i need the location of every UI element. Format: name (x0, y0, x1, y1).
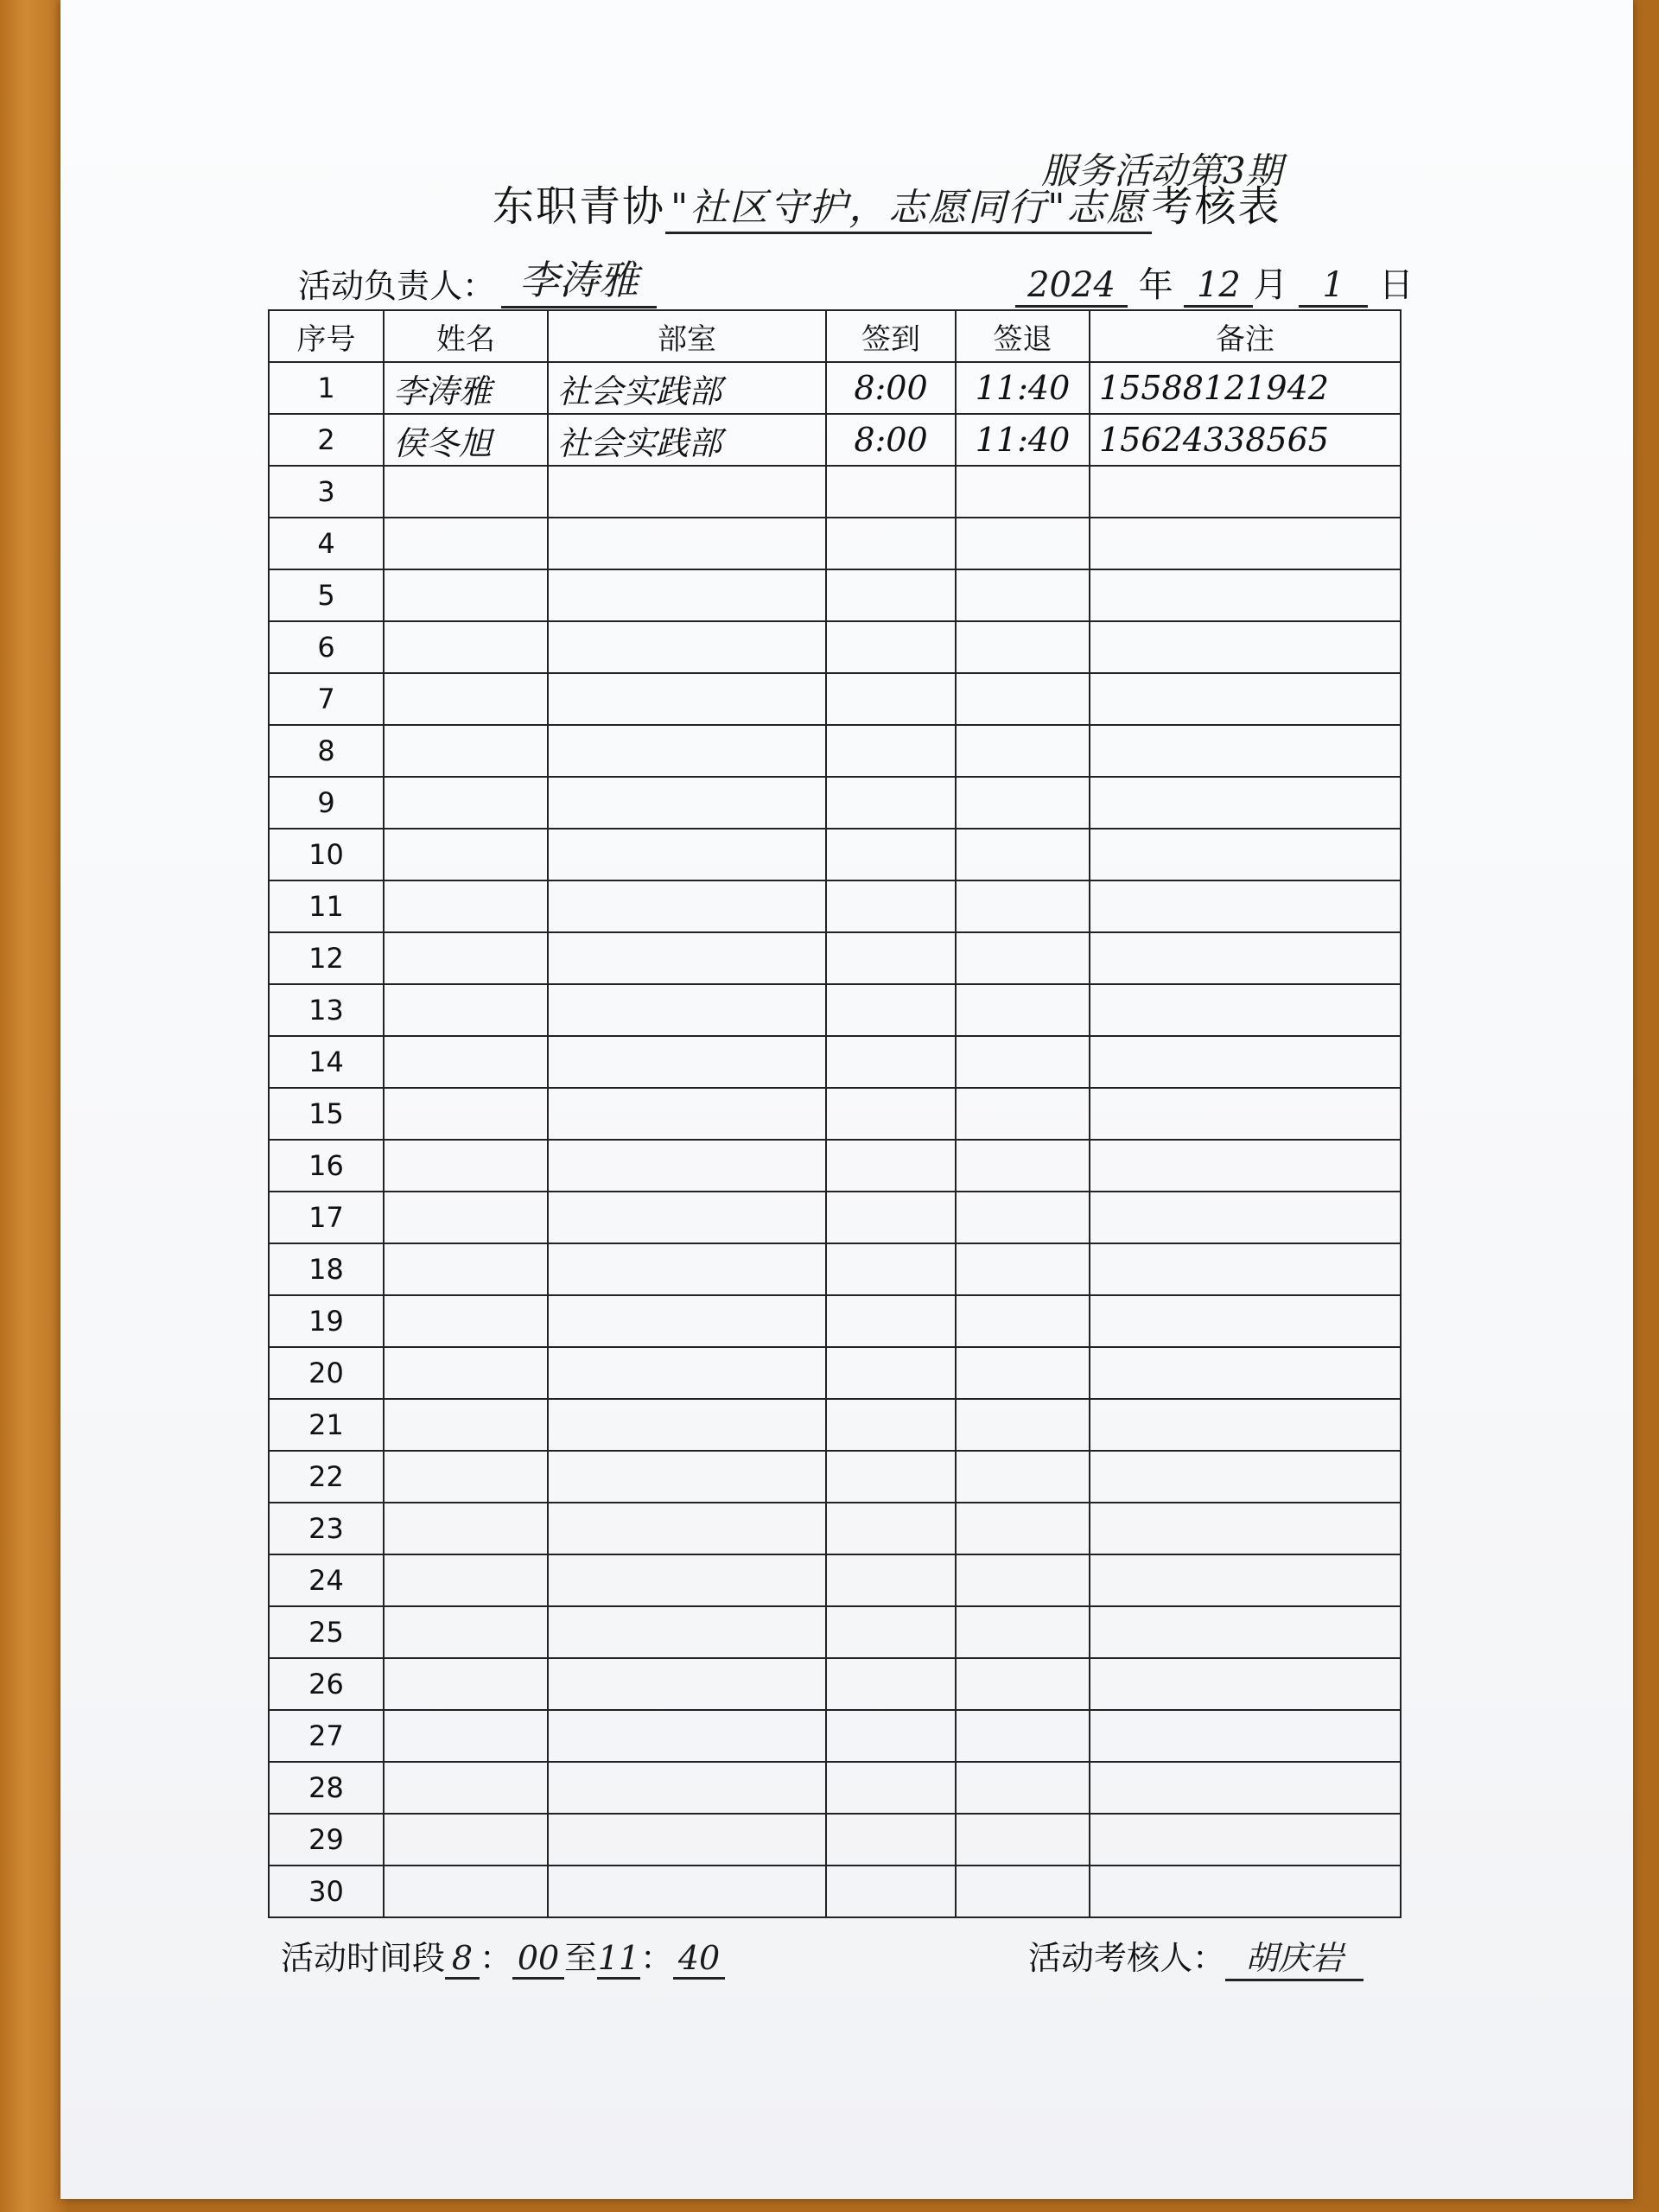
table-row (269, 1295, 1401, 1347)
row-signin: 8:00 (826, 362, 956, 414)
attendance-table (268, 309, 1402, 1918)
row-signin (826, 1088, 956, 1140)
row-dept (548, 1554, 826, 1606)
row-signout (956, 1088, 1090, 1140)
row-dept (548, 569, 826, 621)
row-signout (956, 1347, 1090, 1399)
row-signout (956, 984, 1090, 1036)
table-row (269, 1606, 1401, 1658)
row-note (1090, 1503, 1401, 1554)
row-number: 2 (269, 414, 384, 466)
header-dept: 部室 (548, 310, 826, 362)
row-number: 19 (269, 1295, 384, 1347)
table-row (269, 518, 1401, 569)
row-signout (956, 1140, 1090, 1192)
row-dept (548, 1140, 826, 1192)
row-name (384, 1710, 548, 1762)
time-to: 至 (564, 1939, 598, 1977)
row-dept (548, 1451, 826, 1503)
row-dept (548, 1503, 826, 1554)
time-start-hour: 8 (445, 1939, 480, 1980)
row-name (384, 1243, 548, 1295)
table-row (269, 1192, 1401, 1243)
table-row (269, 621, 1401, 673)
row-name (384, 1347, 548, 1399)
row-note (1090, 518, 1401, 569)
row-number: 12 (269, 932, 384, 984)
row-signin (826, 1554, 956, 1606)
row-signin (826, 1503, 956, 1554)
row-signout (956, 569, 1090, 621)
row-number: 29 (269, 1814, 384, 1866)
row-dept (548, 1606, 826, 1658)
activity-time (281, 1931, 725, 1980)
time-end-hour: 11 (597, 1939, 640, 1980)
row-note (1090, 673, 1401, 725)
reviewer (1028, 1931, 1363, 1981)
row-number: 13 (269, 984, 384, 1036)
row-name (384, 1036, 548, 1088)
row-note (1090, 1451, 1401, 1503)
row-note (1090, 1762, 1401, 1814)
row-dept (548, 1347, 826, 1399)
row-signout (956, 466, 1090, 518)
row-name (384, 466, 548, 518)
leader-label: 活动负责人： (298, 267, 496, 305)
row-number: 16 (269, 1140, 384, 1192)
row-dept (548, 932, 826, 984)
table-row (269, 673, 1401, 725)
row-name (384, 1762, 548, 1814)
row-signin (826, 1140, 956, 1192)
row-name (384, 673, 548, 725)
row-signin (826, 1451, 956, 1503)
row-name (384, 725, 548, 777)
row-dept (548, 829, 826, 880)
row-name (384, 1140, 548, 1192)
row-number: 28 (269, 1762, 384, 1814)
row-note (1090, 1192, 1401, 1243)
row-signin (826, 621, 956, 673)
table-row (269, 1503, 1401, 1554)
row-name (384, 569, 548, 621)
row-number: 27 (269, 1710, 384, 1762)
row-number: 17 (269, 1192, 384, 1243)
row-signin (826, 1814, 956, 1866)
row-number: 5 (269, 569, 384, 621)
row-number: 10 (269, 829, 384, 880)
row-signin (826, 1192, 956, 1243)
row-note (1090, 829, 1401, 880)
row-number: 7 (269, 673, 384, 725)
row-number: 18 (269, 1243, 384, 1295)
table-row (269, 1036, 1401, 1088)
row-number: 6 (269, 621, 384, 673)
row-note (1090, 1295, 1401, 1347)
date-day: 1 (1299, 265, 1368, 308)
row-name (384, 1088, 548, 1140)
row-note (1090, 1140, 1401, 1192)
row-number: 23 (269, 1503, 384, 1554)
table-row (269, 1088, 1401, 1140)
row-note (1090, 1710, 1401, 1762)
row-name (384, 829, 548, 880)
row-name (384, 932, 548, 984)
date-month: 12 (1184, 265, 1253, 308)
row-name (384, 1399, 548, 1451)
row-note (1090, 1606, 1401, 1658)
row-signin (826, 1658, 956, 1710)
table-row (269, 777, 1401, 829)
row-number: 22 (269, 1451, 384, 1503)
row-note (1090, 880, 1401, 932)
table-row (269, 1451, 1401, 1503)
row-dept (548, 1866, 826, 1917)
row-signout (956, 829, 1090, 880)
row-name (384, 1503, 548, 1554)
time-sep-start: ： (480, 1939, 513, 1977)
row-number: 9 (269, 777, 384, 829)
row-number: 14 (269, 1036, 384, 1088)
row-dept (548, 1814, 826, 1866)
time-end-minute: 40 (673, 1939, 725, 1980)
table-row (269, 362, 1401, 414)
row-signin (826, 466, 956, 518)
row-note (1090, 1658, 1401, 1710)
row-signout (956, 1762, 1090, 1814)
row-dept (548, 1088, 826, 1140)
form-date (1015, 257, 1414, 308)
row-note (1090, 621, 1401, 673)
table-row (269, 880, 1401, 932)
row-number: 8 (269, 725, 384, 777)
date-year-unit: 年 (1138, 265, 1173, 305)
row-number: 1 (269, 362, 384, 414)
row-signin (826, 673, 956, 725)
table-row (269, 1347, 1401, 1399)
row-signout (956, 777, 1090, 829)
header-note: 备注 (1090, 310, 1401, 362)
table-row (269, 414, 1401, 466)
row-dept (548, 1243, 826, 1295)
table-row (269, 932, 1401, 984)
row-signout (956, 725, 1090, 777)
row-name (384, 1606, 548, 1658)
leader-value: 李涛雅 (501, 249, 657, 308)
table-row (269, 1866, 1401, 1917)
row-signout (956, 621, 1090, 673)
title-note: 服务活动第3期 (1041, 149, 1282, 192)
row-signout (956, 1192, 1090, 1243)
row-signin: 8:00 (826, 414, 956, 466)
row-note (1090, 466, 1401, 518)
row-name (384, 1554, 548, 1606)
row-signout (956, 1295, 1090, 1347)
row-number: 24 (269, 1554, 384, 1606)
row-signin (826, 1036, 956, 1088)
row-signout (956, 1451, 1090, 1503)
row-dept (548, 1295, 826, 1347)
row-number: 20 (269, 1347, 384, 1399)
row-dept (548, 880, 826, 932)
row-note (1090, 1814, 1401, 1866)
row-dept (548, 1658, 826, 1710)
table-row (269, 1243, 1401, 1295)
row-note (1090, 1347, 1401, 1399)
table-row (269, 725, 1401, 777)
reviewer-value: 胡庆岩 (1225, 1931, 1363, 1981)
row-signin (826, 1399, 956, 1451)
row-signin (826, 1243, 956, 1295)
row-signout (956, 1710, 1090, 1762)
row-dept (548, 466, 826, 518)
date-year: 2024 (1015, 265, 1128, 308)
row-signout (956, 1554, 1090, 1606)
row-note (1090, 932, 1401, 984)
time-start-minute: 00 (512, 1939, 564, 1980)
row-dept (548, 1710, 826, 1762)
row-note (1090, 1399, 1401, 1451)
table-row (269, 1658, 1401, 1710)
row-signin (826, 1347, 956, 1399)
row-signin (826, 725, 956, 777)
row-dept (548, 518, 826, 569)
title-fill: "社区守护，志愿同行"志愿 (665, 176, 1151, 234)
row-note (1090, 569, 1401, 621)
row-signin (826, 984, 956, 1036)
row-signin (826, 1762, 956, 1814)
row-number: 3 (269, 466, 384, 518)
row-note (1090, 1866, 1401, 1917)
row-dept (548, 1399, 826, 1451)
row-name (384, 621, 548, 673)
row-number: 30 (269, 1866, 384, 1917)
row-signout (956, 518, 1090, 569)
row-signin (826, 777, 956, 829)
row-number: 11 (269, 880, 384, 932)
row-signout (956, 1606, 1090, 1658)
table-row (269, 466, 1401, 518)
header-signin: 签到 (826, 310, 956, 362)
row-name (384, 880, 548, 932)
row-name (384, 518, 548, 569)
row-signin (826, 829, 956, 880)
row-number: 25 (269, 1606, 384, 1658)
reviewer-label: 活动考核人： (1028, 1939, 1226, 1977)
row-signin (826, 1606, 956, 1658)
row-signout (956, 1036, 1090, 1088)
row-dept (548, 1036, 826, 1088)
table-row (269, 1140, 1401, 1192)
row-name (384, 1295, 548, 1347)
row-name (384, 777, 548, 829)
row-number: 4 (269, 518, 384, 569)
table-row (269, 569, 1401, 621)
time-sep-end: ： (640, 1939, 674, 1977)
row-dept (548, 725, 826, 777)
row-signout (956, 1243, 1090, 1295)
row-signin (826, 1295, 956, 1347)
table-row (269, 1710, 1401, 1762)
row-name: 李涛雅 (384, 362, 548, 414)
row-signout: 11:40 (956, 362, 1090, 414)
row-note: 15588121942 (1090, 362, 1401, 414)
row-dept: 社会实践部 (548, 362, 826, 414)
table-row (269, 829, 1401, 880)
row-dept (548, 673, 826, 725)
row-note (1090, 1243, 1401, 1295)
row-name (384, 1192, 548, 1243)
table-row (269, 1399, 1401, 1451)
title-prefix: 东职青协 (493, 182, 666, 231)
table-header-row (269, 310, 1401, 362)
row-dept (548, 1192, 826, 1243)
row-dept (548, 984, 826, 1036)
row-note (1090, 1088, 1401, 1140)
row-note: 15624338565 (1090, 414, 1401, 466)
row-signin (826, 1866, 956, 1917)
date-day-unit: 日 (1378, 265, 1414, 305)
row-number: 15 (269, 1088, 384, 1140)
row-number: 21 (269, 1399, 384, 1451)
row-dept: 社会实践部 (548, 414, 826, 466)
row-signout (956, 1399, 1090, 1451)
row-name (384, 1866, 548, 1917)
row-note (1090, 1036, 1401, 1088)
row-dept (548, 621, 826, 673)
row-signout (956, 1866, 1090, 1917)
row-note (1090, 777, 1401, 829)
row-number: 26 (269, 1658, 384, 1710)
row-name (384, 1814, 548, 1866)
date-month-unit: 月 (1253, 265, 1288, 305)
row-signin (826, 1710, 956, 1762)
row-name: 侯冬旭 (384, 414, 548, 466)
table-row (269, 1762, 1401, 1814)
header-no: 序号 (269, 310, 384, 362)
header-name: 姓名 (384, 310, 548, 362)
row-name (384, 984, 548, 1036)
row-signout (956, 932, 1090, 984)
header-signout: 签退 (956, 310, 1090, 362)
title-suffix: 考核表 (1151, 182, 1281, 231)
row-signin (826, 518, 956, 569)
table-row (269, 1814, 1401, 1866)
table-row (269, 1554, 1401, 1606)
row-name (384, 1658, 548, 1710)
row-note (1090, 1554, 1401, 1606)
row-signin (826, 932, 956, 984)
row-signout (956, 1814, 1090, 1866)
row-note (1090, 725, 1401, 777)
row-signout (956, 1503, 1090, 1554)
row-signout: 11:40 (956, 414, 1090, 466)
row-dept (548, 777, 826, 829)
row-dept (548, 1762, 826, 1814)
row-signout (956, 1658, 1090, 1710)
row-signout (956, 673, 1090, 725)
row-signin (826, 569, 956, 621)
time-label: 活动时间段 (281, 1939, 446, 1977)
row-signin (826, 880, 956, 932)
row-signout (956, 880, 1090, 932)
table-row (269, 984, 1401, 1036)
row-note (1090, 984, 1401, 1036)
row-name (384, 1451, 548, 1503)
